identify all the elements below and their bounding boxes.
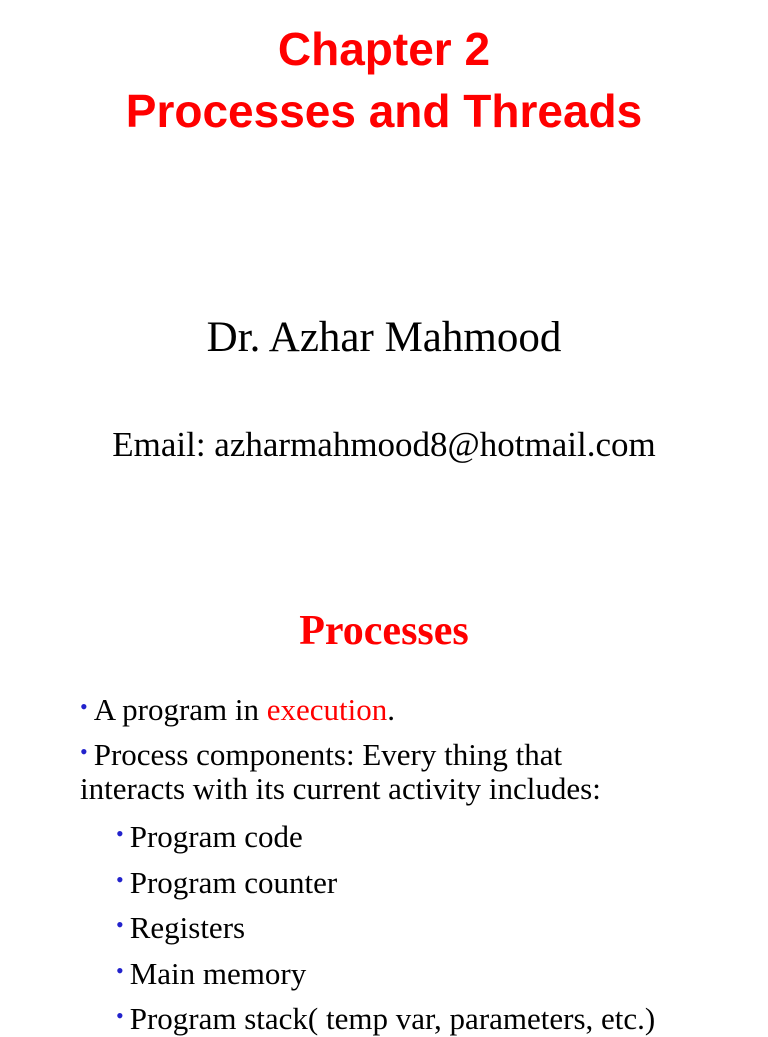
bullet-icon: • <box>116 958 124 983</box>
sub-bullet-item <box>116 953 306 992</box>
sub-bullet-item <box>116 862 337 901</box>
bullet-icon: • <box>80 739 88 764</box>
highlight-text: execution <box>266 692 388 727</box>
bullet-item-process-components <box>80 734 562 773</box>
bullet-icon: • <box>116 1003 124 1028</box>
author-email: Email: azharmahmood8@hotmail.com <box>112 425 656 464</box>
bullet-icon: • <box>116 912 124 937</box>
bullet-item-program-in-execution <box>80 689 395 728</box>
bullet-continuation: interacts with its current activity includes: <box>80 771 601 806</box>
chapter-title: Chapter 2 <box>277 23 491 75</box>
bullet-icon: • <box>116 821 124 846</box>
sub-bullet-text: Program counter <box>129 865 338 900</box>
sub-bullet-text: Registers <box>129 910 246 945</box>
bullet-icon: • <box>116 867 124 892</box>
sub-bullet-item <box>116 998 655 1037</box>
sub-bullet-item <box>116 907 245 946</box>
sub-bullet-text: Program code <box>129 819 303 854</box>
sub-bullet-text: Program stack( temp var, parameters, etc.) <box>129 1001 656 1036</box>
sub-bullet-item <box>116 816 303 855</box>
section-title: Processes <box>299 608 469 654</box>
bullet-text-suffix: . <box>387 692 396 727</box>
topic-title: Processes and Threads <box>125 85 643 137</box>
author-name: Dr. Azhar Mahmood <box>206 314 562 361</box>
bullet-icon: • <box>80 694 88 719</box>
sub-bullet-text: Main memory <box>129 956 307 991</box>
bullet-text: Process components: Every thing that <box>93 737 563 772</box>
bullet-text: A program in <box>93 692 267 727</box>
